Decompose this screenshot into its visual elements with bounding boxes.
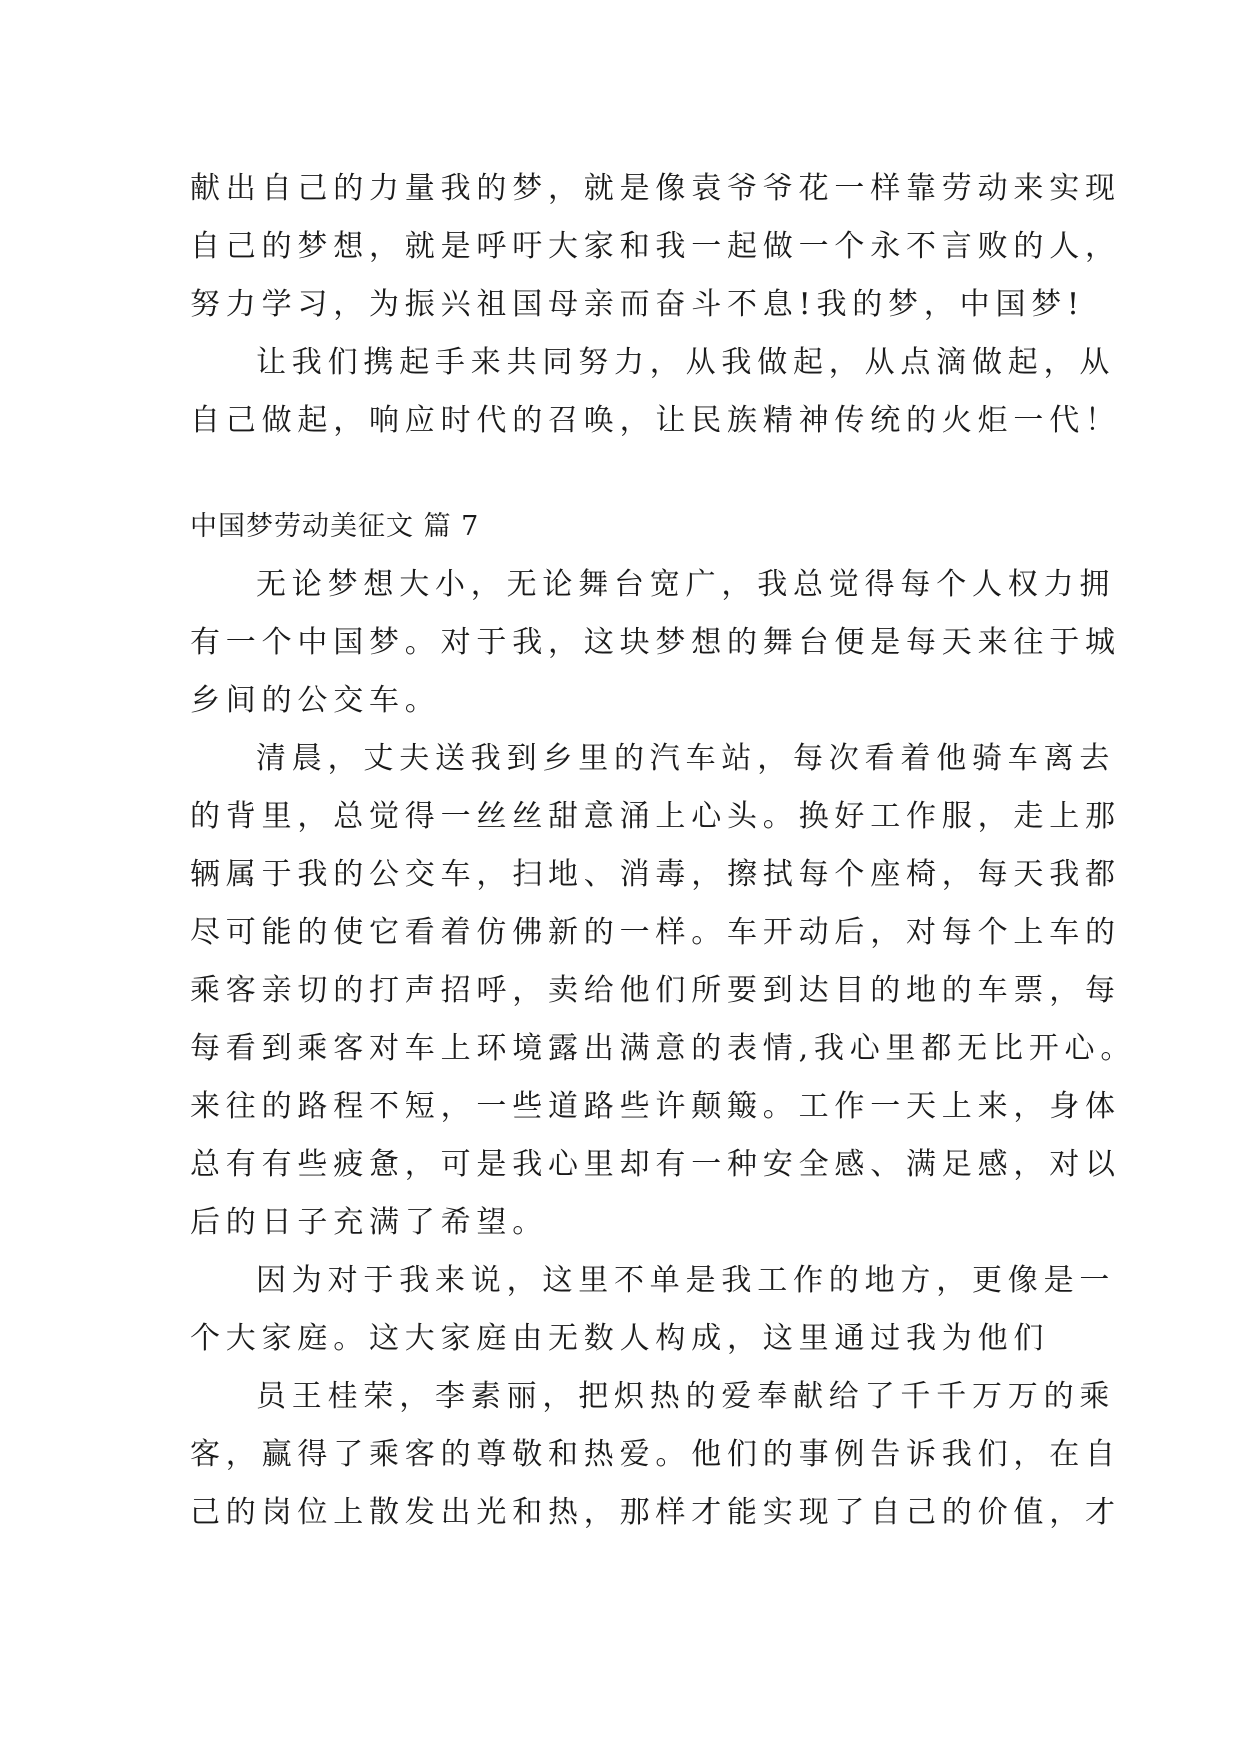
paragraph-line: 自己的梦想，就是呼吁大家和我一起做一个永不言败的人，: [190, 229, 1121, 264]
paragraph-line: 总有有些疲惫，可是我心里却有一种安全感、满足感，对以: [190, 1147, 1121, 1182]
paragraph-line: 客，赢得了乘客的尊敬和热爱。他们的事例告诉我们，在自: [190, 1437, 1121, 1472]
paragraph-line: 的背里，总觉得一丝丝甜意涌上心头。换好工作服，走上那: [190, 799, 1121, 834]
paragraph-line: 个大家庭。这大家庭由无数人构成，这里通过我为他们: [190, 1321, 1050, 1356]
paragraph-line: 献出自己的力量我的梦，就是像袁爷爷花一样靠劳动来实现: [190, 171, 1121, 206]
paragraph-line: 乘客亲切的打声招呼，卖给他们所要到达目的地的车票，每: [190, 973, 1121, 1008]
paragraph-line: 让我们携起手来共同努力，从我做起，从点滴做起，从: [256, 345, 1116, 380]
paragraph-line: 因为对于我来说，这里不单是我工作的地方，更像是一: [256, 1263, 1116, 1298]
document-body: [190, 160, 1137, 1542]
paragraph-line: 清晨，丈夫送我到乡里的汽车站，每次看着他骑车离去: [256, 741, 1116, 776]
section-heading: 中国梦劳动美征文 篇 7: [190, 511, 480, 542]
paragraph-line: 尽可能的使它看着仿佛新的一样。车开动后，对每个上车的: [190, 915, 1121, 950]
paragraph-line: 无论梦想大小，无论舞台宽广，我总觉得每个人权力拥: [256, 567, 1116, 602]
paragraph-line: 努力学习，为振兴祖国母亲而奋斗不息!我的梦，中国梦!: [190, 287, 1085, 322]
paragraph-line: 有一个中国梦。对于我，这块梦想的舞台便是每天来往于城: [190, 625, 1121, 660]
paragraph-line: 每看到乘客对车上环境露出满意的表情,我心里都无比开心。: [190, 1031, 1137, 1066]
paragraph-line: 员王桂荣，李素丽，把炽热的爱奉献给了千千万万的乘: [256, 1379, 1116, 1414]
paragraph-line: 己的岗位上散发出光和热，那样才能实现了自己的价值，才: [190, 1495, 1121, 1530]
paragraph-line: 辆属于我的公交车，扫地、消毒，擦拭每个座椅，每天我都: [190, 857, 1121, 892]
paragraph-line: 乡间的公交车。: [190, 683, 441, 718]
paragraph-line: 来往的路程不短，一些道路些许颠簸。工作一天上来，身体: [190, 1089, 1121, 1124]
paragraph-line: 后的日子充满了希望。: [190, 1205, 548, 1240]
paragraph-line: 自己做起，响应时代的召唤，让民族精神传统的火炬一代！: [190, 403, 1121, 438]
